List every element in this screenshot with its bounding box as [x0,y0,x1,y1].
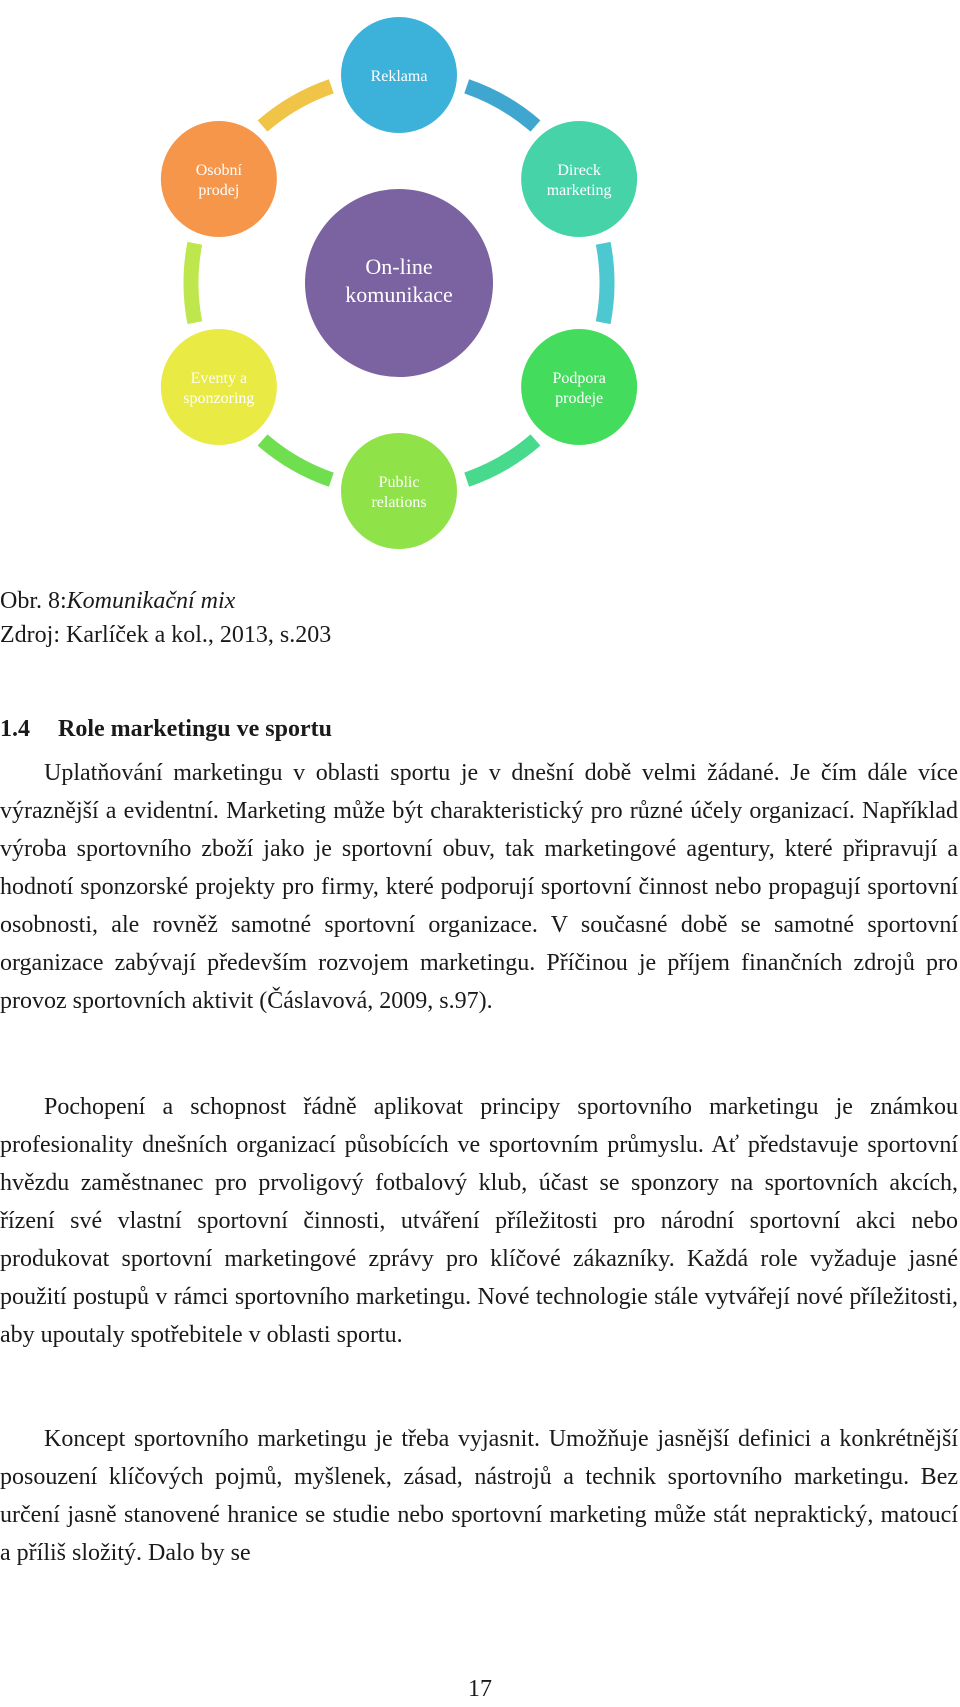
node-label-podpora-2: prodeje [555,390,604,407]
node-label-pr-1: Public [378,474,420,491]
center-label-line1: On-line [365,254,433,279]
node-podpora [521,329,637,445]
node-label-reklama-1: Reklama [370,68,428,85]
node-direct [521,121,637,237]
figure-source: Zdroj: Karlíček a kol., 2013, s.203 [0,622,332,648]
node-label-osobni-2: prodej [198,182,240,199]
page-number: 17 [468,1676,492,1702]
node-label-direct-1: Direck [557,162,601,179]
node-circle-osobni [161,121,277,237]
paragraph: Uplatňování marketingu v oblasti sportu je v dnešní době velmi žádané. Je čím dále více výraznější a evidentní. Marketing může být charakteristický pro různé účely organizací. Například výroba sportovního zboží jako je sportovní obuv, tak marketingové agentury, které připravují a hodnotí sponzorské projekty pro firmy, které podporují sportovní činnost nebo propagují sportovní osobnosti, ale rovněž samotné sportovní organizace. V současné době se samotné sportovní organizace zabývají především rozvojem marketingu. Příčinou je příjem finančních zdrojů pro provoz sportovních aktivit (Čáslavová, 2009, s.97). [0,760,958,1014]
node-label-eventy-1: Eventy a [190,370,248,387]
section-number: 1.4 [0,716,30,742]
cycle-arc-0 [467,86,536,126]
cycle-arc-5 [263,86,332,126]
figure-caption [0,584,235,618]
node-label-direct-2: marketing [546,182,612,199]
cycle-arc-1 [603,243,607,322]
paragraph: Koncept sportovního marketingu je třeba vyjasnit. Umožňuje jasnější definici a konkrétnější posouzení klíčových pojmů, myšlenek, zásad, nástrojů a technik sportovního marketingu. Bez určení jasně stanovené hranice se studie nebo sportovní marketing může stát nepraktický, matoucí a příliš složitý. Dalo by se [0,1426,958,1566]
figure-caption-title: Komunikační mix [66,588,236,614]
cycle-arc-4 [191,243,195,322]
node-label-eventy-2: sponzoring [183,390,255,407]
section-title: Role marketingu ve sportu [58,716,332,742]
node-label-osobni-1: Osobní [195,162,242,179]
paragraph: Pochopení a schopnost řádně aplikovat principy sportovního marketingu je známkou profesionality dnešních organizací působících ve sportovním průmyslu. Ať představuje sportovní hvězdu zaměstnanec pro prvoligový fotbalový klub, účast se sponzory na sportovních akcích, řízení své vlastní sportovní činnosti, utváření příležitosti pro národní sportovní akci nebo produkovat sportovní marketingové zprávy pro klíčové zákazníky. Každá role vyžaduje jasné použití postupů v rámci sportovního marketingu. Nové technologie stále vytvářejí nové příležitosti, aby upoutaly spotřebitele v oblasti sportu. [0,1094,958,1348]
node-circle-eventy [161,329,277,445]
node-circle-pr [341,433,457,549]
node-circle-direct [521,121,637,237]
node-pr [341,433,457,549]
center-node [305,189,493,377]
node-osobni [161,121,277,237]
node-label-pr-2: relations [371,494,427,511]
node-label-podpora-1: Podpora [552,370,606,387]
communication-mix-diagram [0,0,960,570]
node-circle-podpora [521,329,637,445]
node-eventy [161,329,277,445]
section-heading [0,716,332,743]
cycle-arc-3 [263,440,332,480]
node-reklama [341,17,457,133]
figure-caption-prefix: Obr. 8: [0,588,67,614]
cycle-arc-2 [467,440,536,480]
center-label-line2: komunikace [345,282,453,307]
